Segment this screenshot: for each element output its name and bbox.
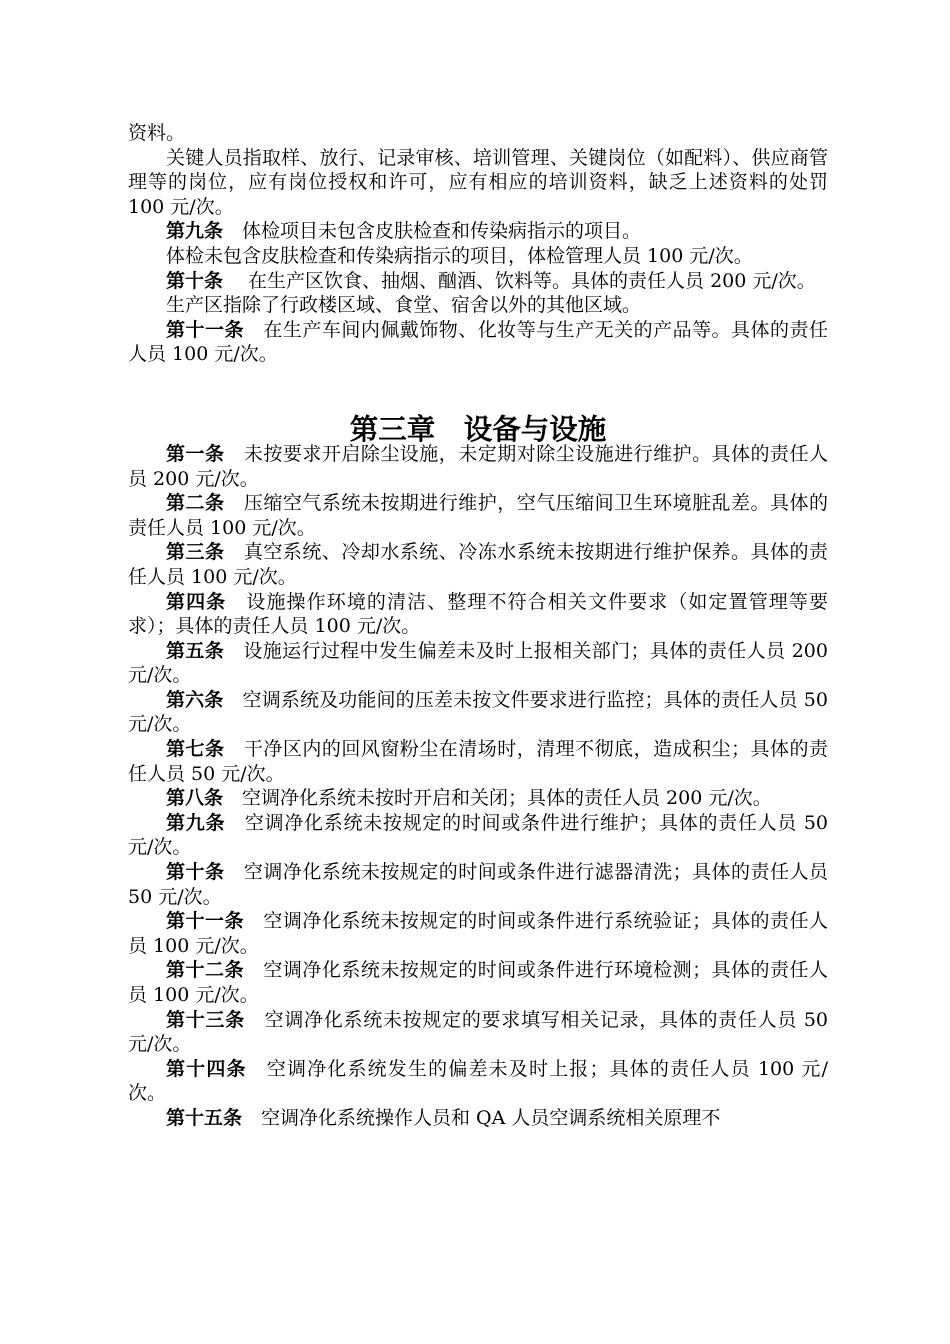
article-number: 第十四条 bbox=[166, 1057, 247, 1080]
paragraph bbox=[128, 146, 828, 220]
article bbox=[128, 1106, 828, 1131]
article bbox=[128, 860, 828, 909]
paragraph-text: 关键人员指取样、放行、记录审核、培训管理、关键岗位（如配料）、供应商管理等的岗位，应有岗位授权和许可，应有相应的培训资料，缺乏上述资料的处罚 100 元/次。 bbox=[128, 146, 828, 218]
article-text: 压缩空气系统未按期进行维护，空气压缩间卫生环境脏乱差。具体的责任人员 100 元/次。 bbox=[128, 492, 828, 539]
article bbox=[128, 811, 828, 860]
article-number: 第五条 bbox=[166, 639, 225, 662]
article-number: 第十一条 bbox=[166, 318, 244, 341]
paragraph bbox=[128, 244, 828, 269]
article-text: 设施运行过程中发生偏差未及时上报相关部门；具体的责任人员 200 元/次。 bbox=[128, 639, 828, 687]
article bbox=[128, 540, 828, 589]
paragraph-text: 体检未包含皮肤检查和传染病指示的项目，体检管理人员 100 元/次。 bbox=[166, 244, 753, 267]
article-text: 体检项目未包含皮肤检查和传染病指示的项目。 bbox=[242, 220, 642, 243]
article bbox=[128, 318, 828, 367]
article bbox=[128, 1057, 828, 1106]
article-number: 第七条 bbox=[166, 738, 225, 761]
article-text: 空调净化系统未按规定的时间或条件进行滤器清洗；具体的责任人员 50 元/次。 bbox=[128, 861, 828, 908]
article bbox=[128, 269, 828, 294]
article-number: 第六条 bbox=[166, 688, 224, 711]
paragraph-text: 资料。 bbox=[128, 122, 186, 144]
article-number: 第十二条 bbox=[166, 959, 244, 982]
paragraph bbox=[128, 293, 828, 318]
document-body bbox=[128, 121, 828, 1131]
article-number: 第九条 bbox=[166, 220, 224, 243]
article-number: 第一条 bbox=[166, 442, 225, 465]
article bbox=[128, 491, 828, 540]
article-text: 未按要求开启除尘设施，未定期对除尘设施进行维护。具体的责任人员 200 元/次。 bbox=[128, 442, 828, 490]
article-number: 第十条 bbox=[166, 861, 225, 884]
article-text: 空调系统及功能间的压差未按文件要求进行监控；具体的责任人员 50 元/次。 bbox=[128, 688, 828, 736]
article bbox=[128, 442, 828, 491]
article-text: 干净区内的回风窗粉尘在清场时，清理不彻底，造成积尘；具体的责任人员 50 元/次。 bbox=[128, 738, 828, 785]
article-text: 设施操作环境的清洁、整理不符合相关文件要求（如定置管理等要求）；具体的责任人员 100 元/次。 bbox=[128, 590, 828, 638]
article-number: 第十三条 bbox=[166, 1008, 245, 1031]
article-text: 空调净化系统操作人员和 QA 人员空调系统相关原理不 bbox=[261, 1106, 721, 1129]
section-2-tail bbox=[128, 121, 828, 367]
article-text: 空调净化系统发生的偏差未及时上报；具体的责任人员 100 元/次。 bbox=[128, 1057, 828, 1105]
article-number: 第十五条 bbox=[166, 1106, 243, 1129]
paragraph bbox=[128, 121, 828, 146]
article-number: 第十条 bbox=[166, 269, 224, 292]
article-text: 真空系统、冷却水系统、冷冻水系统未按期进行维护保养。具体的责任人员 100 元/次。 bbox=[128, 541, 828, 588]
article bbox=[128, 737, 828, 786]
article bbox=[128, 639, 828, 688]
article-text: 空调净化系统未按规定的时间或条件进行系统验证；具体的责任人员 100 元/次。 bbox=[128, 910, 828, 957]
article-text: 空调净化系统未按规定的时间或条件进行环境检测；具体的责任人员 100 元/次。 bbox=[128, 959, 828, 1006]
article-text: 在生产车间内佩戴饰物、化妆等与生产无关的产品等。具体的责任人员 100 元/次。 bbox=[128, 318, 828, 366]
article bbox=[128, 688, 828, 737]
article-number: 第三条 bbox=[166, 541, 225, 564]
article-text: 在生产区饮食、抽烟、酗酒、饮料等。具体的责任人员 200 元/次。 bbox=[242, 269, 816, 292]
article bbox=[128, 909, 828, 958]
article-text: 空调净化系统未按规定的要求填写相关记录，具体的责任人员 50 元/次。 bbox=[128, 1008, 828, 1056]
chapter-3-articles bbox=[128, 442, 828, 1131]
article-text: 空调净化系统未按时开启和关闭；具体的责任人员 200 元/次。 bbox=[242, 787, 772, 810]
article-number: 第十一条 bbox=[166, 910, 244, 933]
article-number: 第二条 bbox=[166, 492, 225, 515]
article-text: 空调净化系统未按规定的时间或条件进行维护；具体的责任人员 50 元/次。 bbox=[128, 811, 828, 859]
article bbox=[128, 786, 828, 811]
article bbox=[128, 219, 828, 244]
article-number: 第八条 bbox=[166, 787, 224, 810]
section-spacer bbox=[128, 367, 828, 416]
article-number: 第四条 bbox=[166, 590, 227, 613]
chapter-title: 第三章 设备与设施 bbox=[349, 411, 607, 446]
article-number: 第九条 bbox=[166, 811, 226, 834]
article bbox=[128, 958, 828, 1007]
article bbox=[128, 590, 828, 639]
paragraph-text: 生产区指除了行政楼区域、食堂、宿舍以外的其他区域。 bbox=[166, 294, 642, 317]
article bbox=[128, 1008, 828, 1057]
